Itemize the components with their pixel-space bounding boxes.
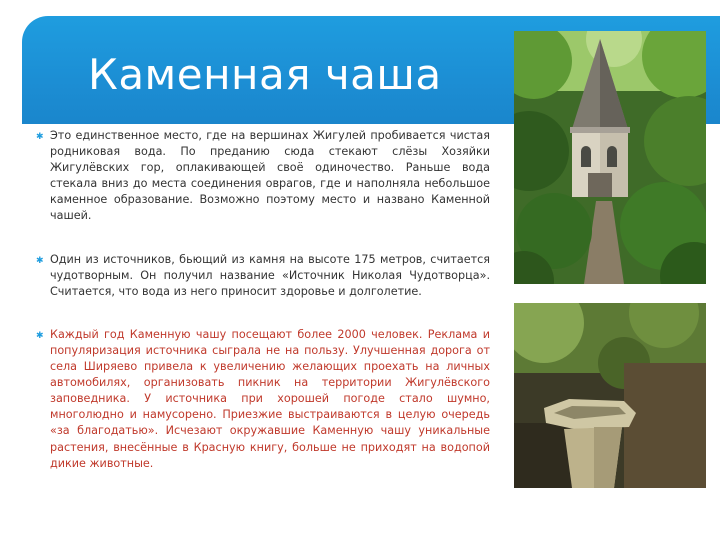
- bullet-list: [36, 128, 490, 499]
- bullet-item: [36, 252, 490, 300]
- bullet-item: [36, 128, 490, 225]
- bullet-star-icon: ✱: [36, 255, 44, 266]
- bullet-text: Один из источников, бьющий из камня на высоте 175 метров, считается чудотворным. Он получил название «Источник Николая Чудотворца». Считается, что вода из него приносит здоровье и долголетие.: [50, 252, 490, 298]
- bullet-text: Это единственное место, где на вершинах Жигулей пробивается чистая родниковая вода. По преданию сюда стекают слёзы Хозяйки Жигулёвских гор, оплакивающей своё одиночество. Раньше вода стекала вниз до места соединения оврагов, где и наполняла небольшое каменное образование. Возможно поэтому место и названо Каменной чашей.: [50, 129, 490, 223]
- bullet-star-icon: ✱: [36, 132, 44, 142]
- bullet-item: [36, 327, 490, 472]
- slide-title: Каменная чаша: [88, 50, 442, 99]
- bullet-text: Каждый год Каменную чашу посещают более 2000 человек. Реклама и популяризация источника сыграла не на пользу. Улучшенная дорога от села Ширяево привела к увеличению желающих проехать на личных автомобилях, организовать пикник на территории Жигулёвского заповедника. У источника при хорошей погоде стало шумно, многолюдно и намусорено. Приезжие выстраиваются в целую очередь «за благодатью». Исчезают окружавшие Каменную чашу уникальные растения, внесённые в Красную книгу, больше не приходят на водопой дикие животные.: [50, 327, 490, 470]
- chapel-photo: [514, 31, 706, 284]
- bullet-star-icon: ✱: [36, 330, 44, 341]
- stone-bowl-photo: [514, 303, 706, 488]
